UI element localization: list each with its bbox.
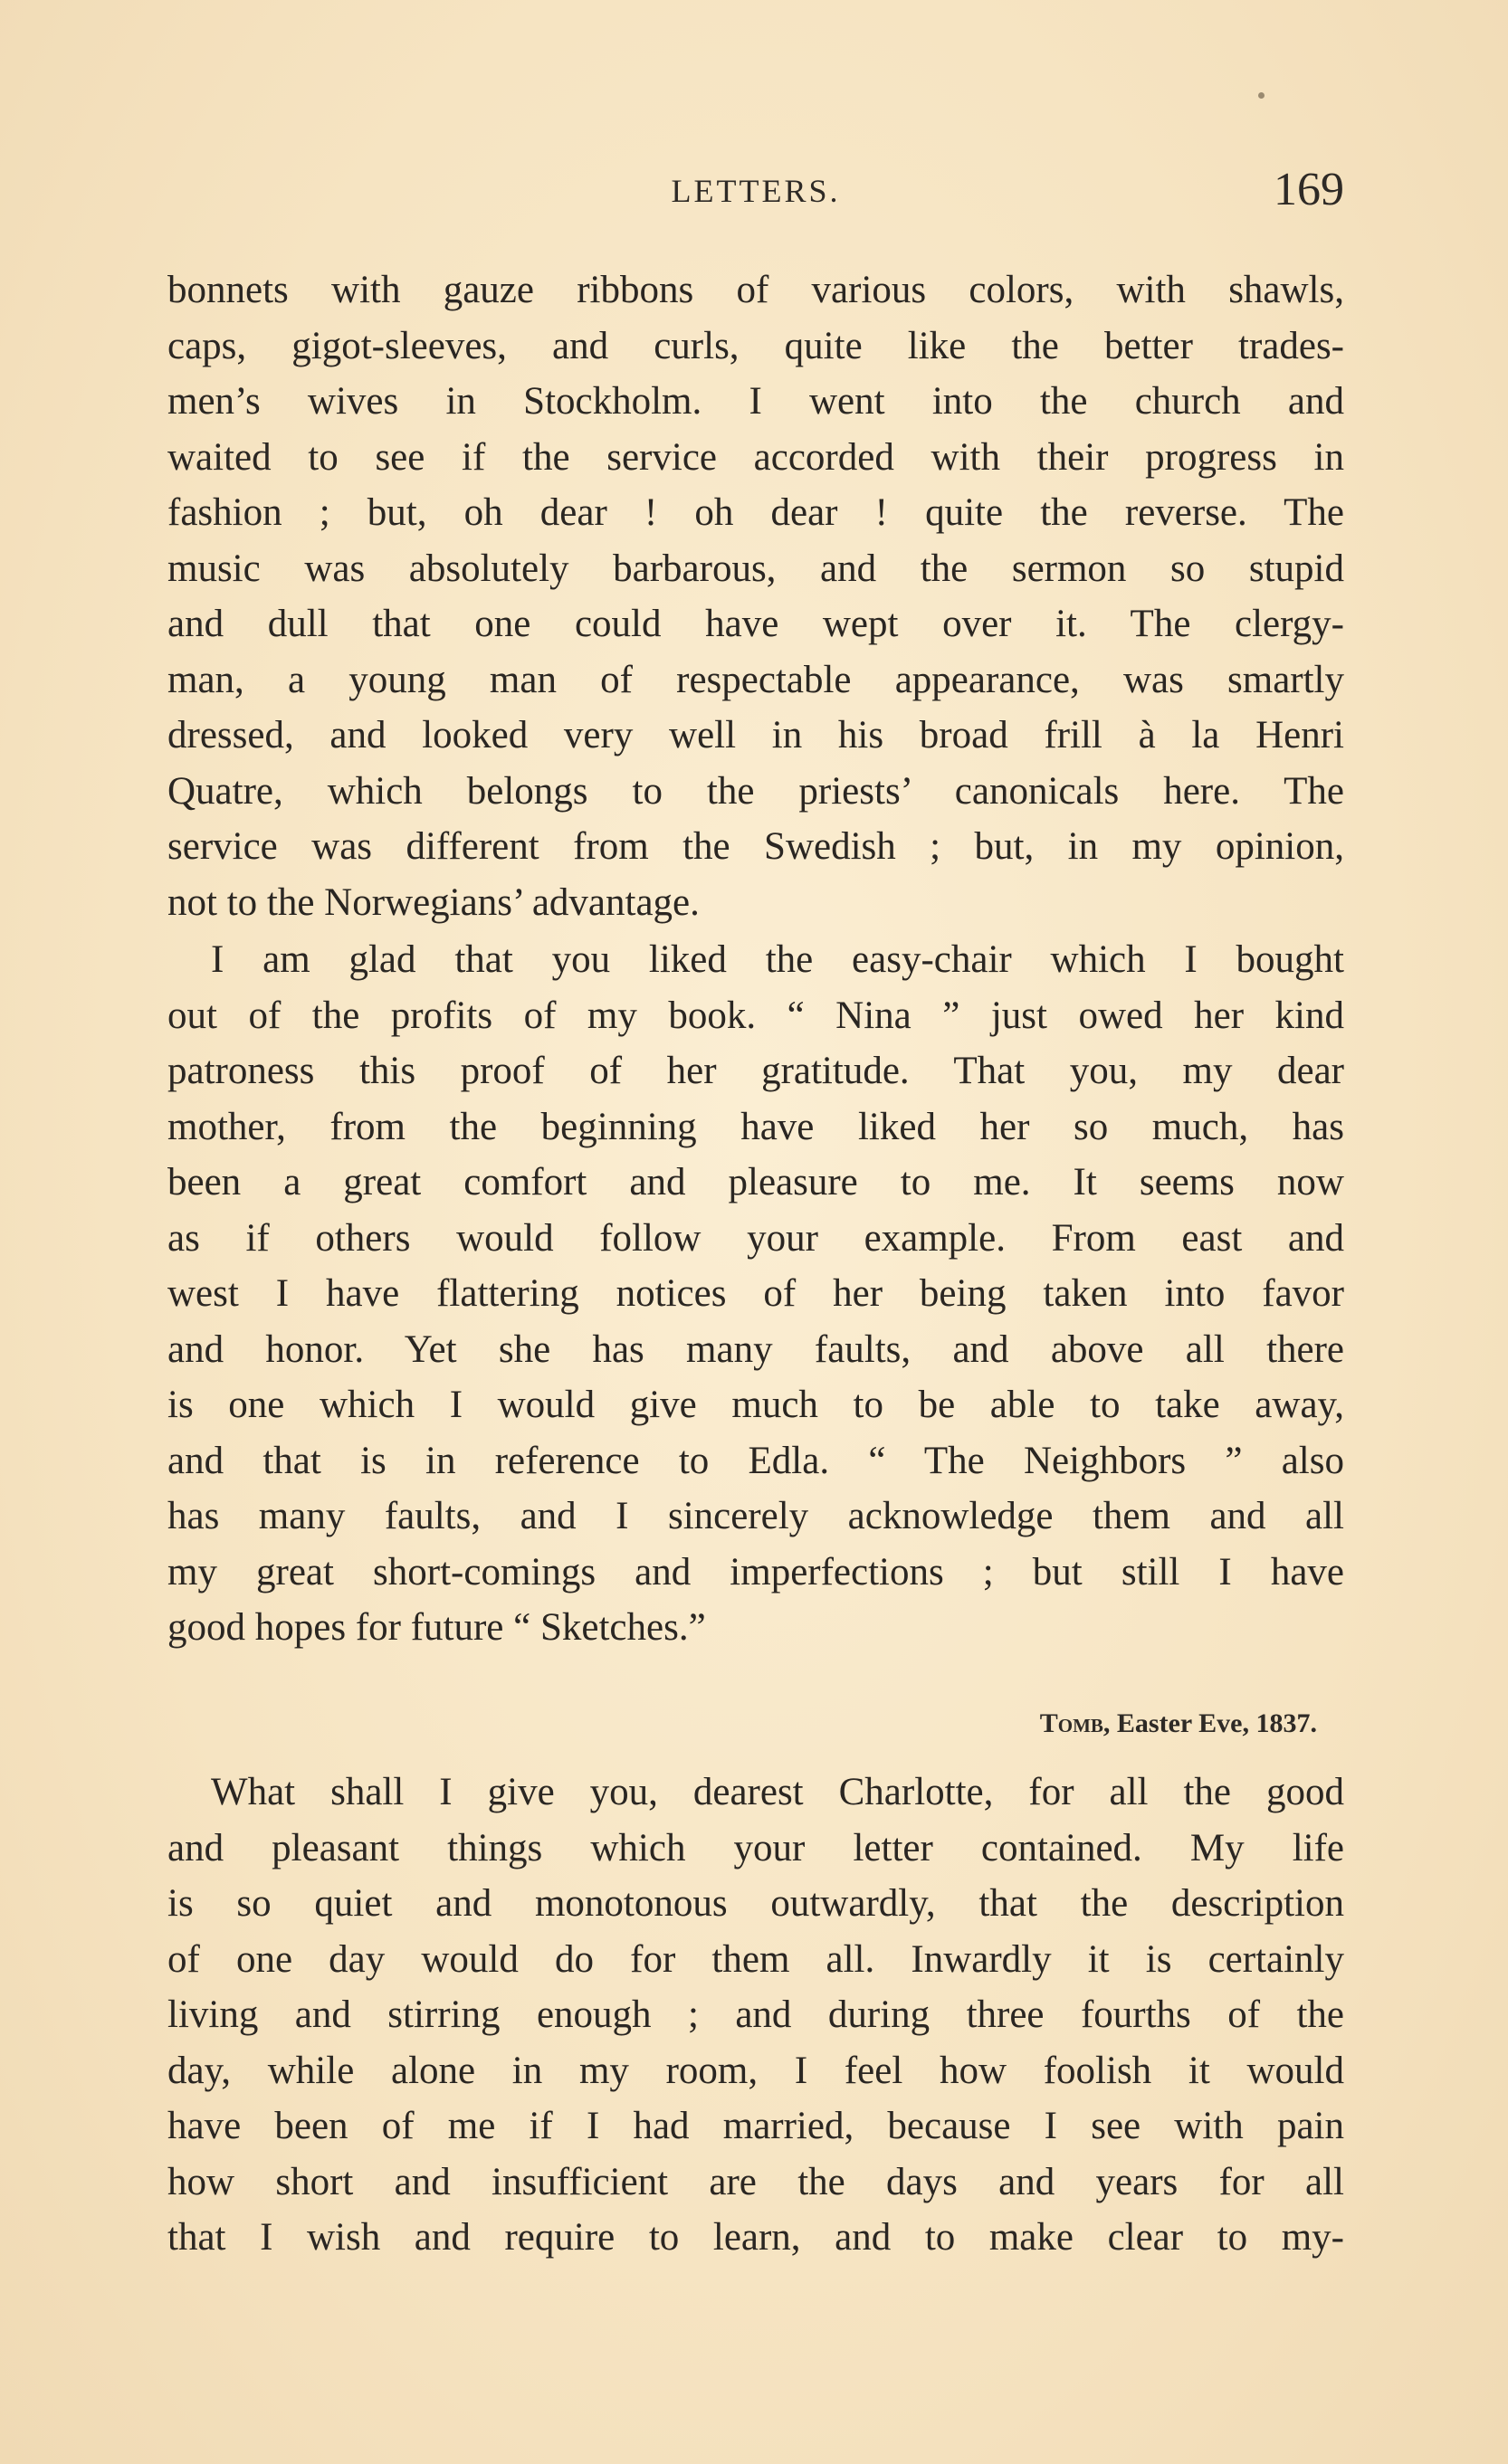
text-line: men’s wives in Stockholm. I went into the church and [167, 380, 1344, 423]
text-line: out of the profits of my book. “ Nina ” just owed her kind [167, 994, 1344, 1037]
text-line: fashion ; but, oh dear ! oh dear ! quite the reverse. The [167, 491, 1344, 534]
text-line: how short and insufficient are the days and years for all [167, 2160, 1344, 2203]
text-line: been a great comfort and pleasure to me. It seems now [167, 1161, 1344, 1203]
text-line: music was absolutely barbarous, and the sermon so stupid [167, 547, 1344, 590]
running-title: LETTERS. [671, 173, 841, 209]
running-head [167, 163, 1344, 226]
text-line: has many faults, and I sincerely acknowledge them and all [167, 1495, 1344, 1537]
text-line: have been of me if I had married, because I see with pain [167, 2105, 1344, 2147]
text-line: I am glad that you liked the easy-chair which I bought [211, 938, 1344, 981]
text-line: Quatre, which belongs to the priests’ canonicals here. The [167, 769, 1344, 813]
text-line: that I wish and require to learn, and to make clear to my- [167, 2216, 1344, 2259]
text-line: and that is in reference to Edla. “ The Neighbors ” also [167, 1439, 1344, 1482]
paragraph-easy-chair [167, 932, 1344, 1656]
text-line: dressed, and looked very well in his broad frill à la Henri [167, 714, 1344, 756]
letter-dateline [167, 1708, 1317, 1739]
text-line: and honor. Yet she has many faults, and above all there [167, 1327, 1344, 1371]
text-line: west I have flattering notices of her being taken into favor [167, 1272, 1344, 1315]
text-line: is one which I would give much to be able to take away, [167, 1384, 1344, 1426]
text-line: man, a young man of respectable appearance, was smartly [167, 658, 1344, 701]
text-line: bonnets with gauze ribbons of various colors, with shawls, [167, 269, 1344, 311]
text-line: is so quiet and monotonous outwardly, that the description [167, 1882, 1344, 1925]
text-line: my great short-comings and imperfections ; but still I have [167, 1550, 1344, 1594]
paragraph-letter [167, 1765, 1344, 2266]
text-line: and pleasant things which your letter contained. My life [167, 1826, 1344, 1869]
dateline-date: , Easter Eve, 1837. [1102, 1708, 1317, 1738]
text-line: and dull that one could have wept over it. The clergy- [167, 603, 1344, 645]
text-line: mother, from the beginning have liked her so much, has [167, 1105, 1344, 1148]
text-line: as if others would follow your example. From east and [167, 1216, 1344, 1260]
text-line: What shall I give you, dearest Charlotte, for all the good [211, 1771, 1344, 1813]
text-line: caps, gigot-sleeves, and curls, quite like the better trades- [167, 324, 1344, 367]
text-line: good hopes for future “ Sketches.” [167, 1606, 706, 1649]
text-line: patroness this proof of her gratitude. That you, my dear [167, 1050, 1344, 1092]
dateline-place: Tomb [1039, 1708, 1103, 1738]
paragraph-continued [167, 262, 1344, 930]
text-line: of one day would do for them all. Inwardly it is certainly [167, 1937, 1344, 1981]
text-line: waited to see if the service accorded with their progress in [167, 435, 1344, 479]
ink-speck [1258, 92, 1265, 99]
text-line: living and stirring enough ; and during three fourths of the [167, 1993, 1344, 2036]
page-number: 169 [1274, 164, 1344, 215]
text-line: service was different from the Swedish ; but, in my opinion, [167, 825, 1344, 868]
text-line: day, while alone in my room, I feel how foolish it would [167, 2049, 1344, 2092]
text-line: not to the Norwegians’ advantage. [167, 880, 700, 924]
